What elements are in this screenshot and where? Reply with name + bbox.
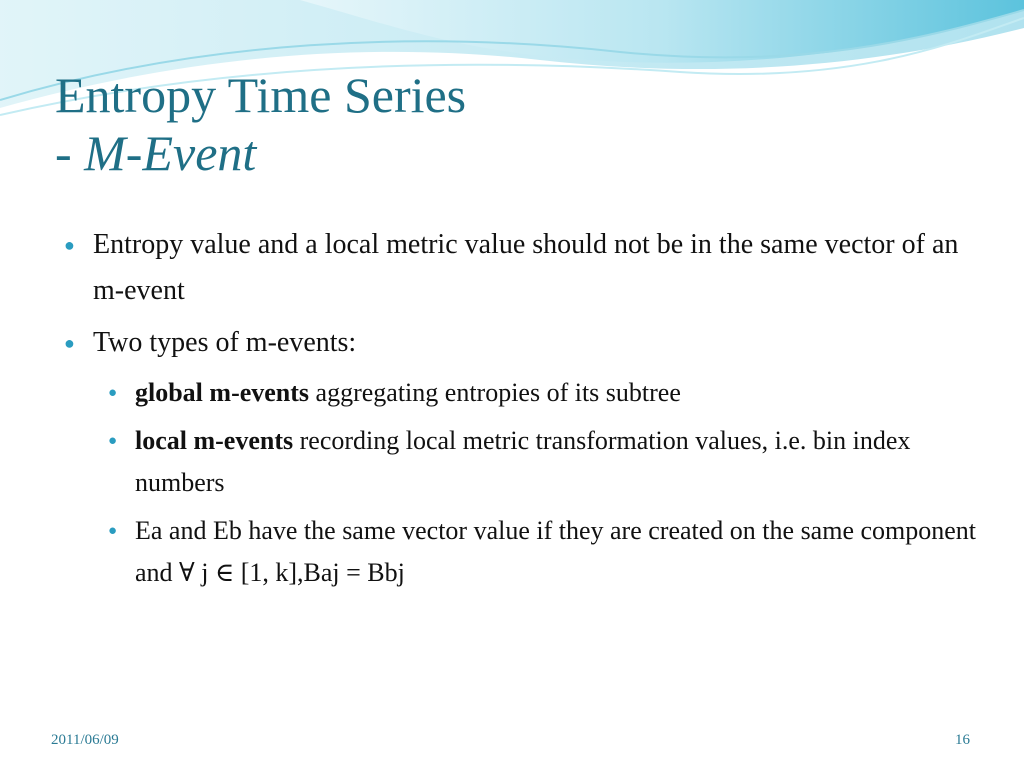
title-line-1: Entropy Time Series [55,67,467,123]
sub-bullet-term: local m-events [135,426,294,455]
bullet-dot-icon: ● [108,385,118,401]
bullet-dot-icon: ● [64,235,75,255]
bullet-item [60,222,990,314]
sub-bullet-item [102,420,990,504]
slide-content [60,222,990,600]
bullet-dot-icon: ● [64,333,75,353]
title-line-2 [55,124,466,182]
sub-bullet-item [102,510,990,594]
sub-bullet-item [102,372,990,414]
footer-date: 2011/06/09 [51,732,119,748]
bullet-dot-icon: ● [108,433,118,449]
sub-bullet-text: Ea and Eb have the same vector value if they are created on the same component and ∀ j ∈ [1, k],Baj = Bbj [135,516,977,587]
sub-bullet-text: recording local metric transformation values, i.e. bin index numbers [135,426,911,497]
title-m-event: M-Event [84,125,257,181]
bullet-text: Two types of m-events: [93,327,357,358]
footer-page-number: 16 [955,732,970,748]
bullet-dot-icon: ● [108,523,118,539]
sub-bullet-text: aggregating entropies of its subtree [309,378,681,407]
sub-bullet-term: global m-events [135,378,310,407]
bullet-text: Entropy value and a local metric value should not be in the same vector of an m-event [93,229,959,306]
bullet-item [60,320,990,366]
title-dash: - [55,125,85,181]
slide-title [55,66,466,182]
